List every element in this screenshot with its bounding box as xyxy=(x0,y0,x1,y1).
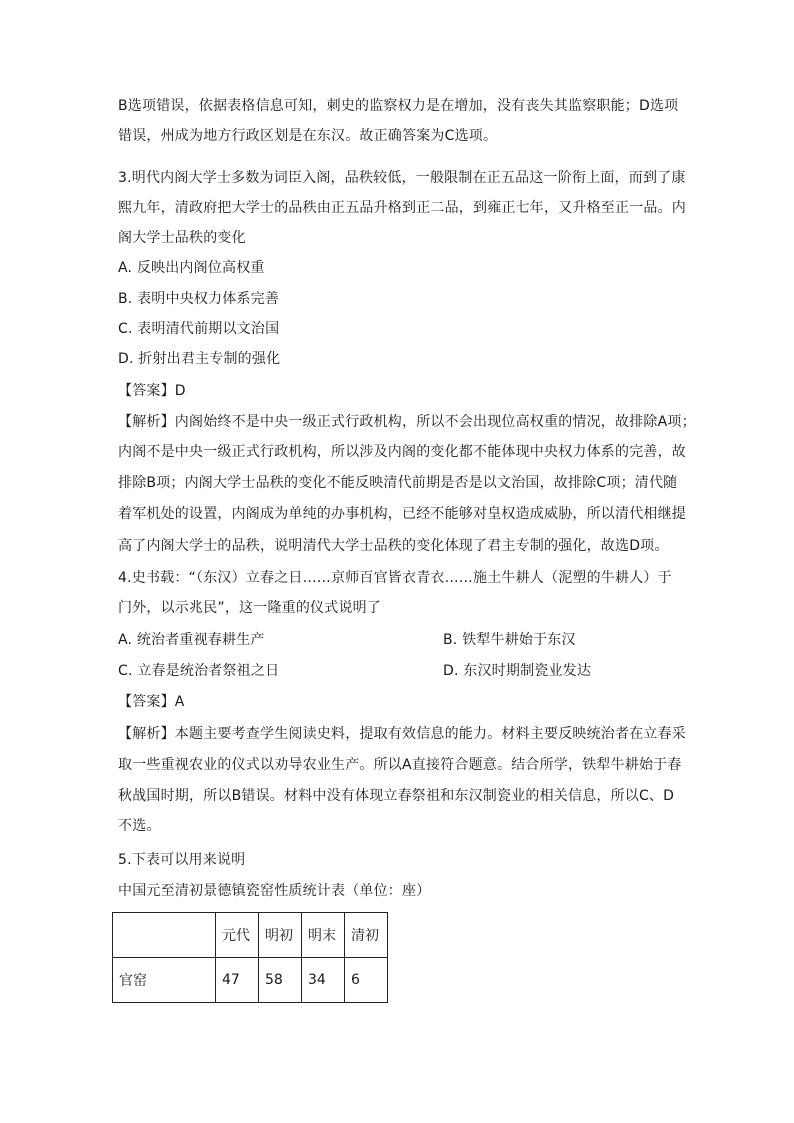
explanation-line: 秋战国时期，所以B错误。材料中没有体现立春祭祖和东汉制瓷业的相关信息，所以C、D xyxy=(118,788,675,804)
table-cell: 58 xyxy=(259,958,302,1003)
question-5-stem: 5.下表可以用来说明 xyxy=(118,852,246,868)
text-line: B选项错误，依据表格信息可知，刺史的监察权力是在增加，没有丧失其监察职能；D选项 xyxy=(118,98,679,114)
explanation-line: 内阁不是中央一级正式行政机构，所以涉及内阁的变化都不能体现中央权力体系的完善，故 xyxy=(118,444,686,460)
explanation-line: 高了内阁大学士的品秩，说明清代大学士品秩的变化体现了君主专制的强化，故选D项。 xyxy=(118,538,669,554)
table-header-cell: 清初 xyxy=(345,913,388,958)
answer: 【答案】A xyxy=(118,694,185,710)
table-header-cell: 明初 xyxy=(259,913,302,958)
table-header-cell: 元代 xyxy=(216,913,259,958)
table-cell: 47 xyxy=(216,958,259,1003)
table-header-row xyxy=(113,913,388,958)
option-a: A. 统治者重视春耕生产 xyxy=(118,632,265,648)
option-b: B. 表明中央权力体系完善 xyxy=(118,291,280,307)
table-header-cell xyxy=(113,913,216,958)
question-3-stem: 熙九年，清政府把大学士的品秩由正五品升格到正二品，到雍正七年，又升格至正一品。内 xyxy=(118,200,686,216)
question-4-stem: 门外，以示兆民”，这一隆重的仪式说明了 xyxy=(118,600,382,616)
explanation-line: 不选。 xyxy=(118,818,161,834)
question-3-stem: 3.明代内阁大学士多数为词臣入阁，品秩较低，一般限制在正五品这一阶衔上面，而到了康 xyxy=(118,170,686,186)
explanation-line: 排除B项；内阁大学士品秩的变化不能反映清代前期是否是以文治国，故排除C项；清代随 xyxy=(118,475,678,491)
explanation-line: 【解析】本题主要考查学生阅读史料，提取有效信息的能力。材料主要反映统治者在立春采 xyxy=(118,726,686,742)
option-c: C. 表明清代前期以文治国 xyxy=(118,321,280,337)
question-3-stem: 阁大学士品秩的变化 xyxy=(118,230,246,246)
option-a: A. 反映出内阁位高权重 xyxy=(118,260,265,276)
option-c: C. 立春是统治者祭祖之日 xyxy=(118,663,280,679)
table-row-label: 官窑 xyxy=(113,958,216,1003)
question-4-stem: 4.史书载：“（东汉）立春之日……京师百官皆衣青衣……施土牛耕人（泥塑的牛耕人）于 xyxy=(118,570,672,586)
text-line: 错误，州成为地方行政区划是在东汉。故正确答案为C选项。 xyxy=(118,128,498,144)
table-cell: 6 xyxy=(345,958,388,1003)
explanation-line: 取一些重视农业的仪式以劝导农业生产。所以A直接符合题意。结合所学，铁犁牛耕始于春 xyxy=(118,757,682,773)
option-b: B. 铁犁牛耕始于东汉 xyxy=(443,632,576,648)
table-caption: 中国元至清初景德镇瓷窑性质统计表（单位：座） xyxy=(118,883,431,899)
kiln-statistics-table xyxy=(112,912,388,1003)
table-cell: 34 xyxy=(302,958,345,1003)
explanation-line: 着军机处的设置，内阁成为单纯的办事机构，已经不能够对皇权造成威胁，所以清代相继提 xyxy=(118,506,686,522)
explanation-line: 【解析】内阁始终不是中央一级正式行政机构，所以不会出现位高权重的情况，故排除A项； xyxy=(118,414,696,430)
table-row xyxy=(113,958,388,1003)
answer: 【答案】D xyxy=(118,383,186,399)
option-d: D. 东汉时期制瓷业发达 xyxy=(443,663,592,679)
option-d: D. 折射出君主专制的强化 xyxy=(118,351,281,367)
table-header-cell: 明末 xyxy=(302,913,345,958)
